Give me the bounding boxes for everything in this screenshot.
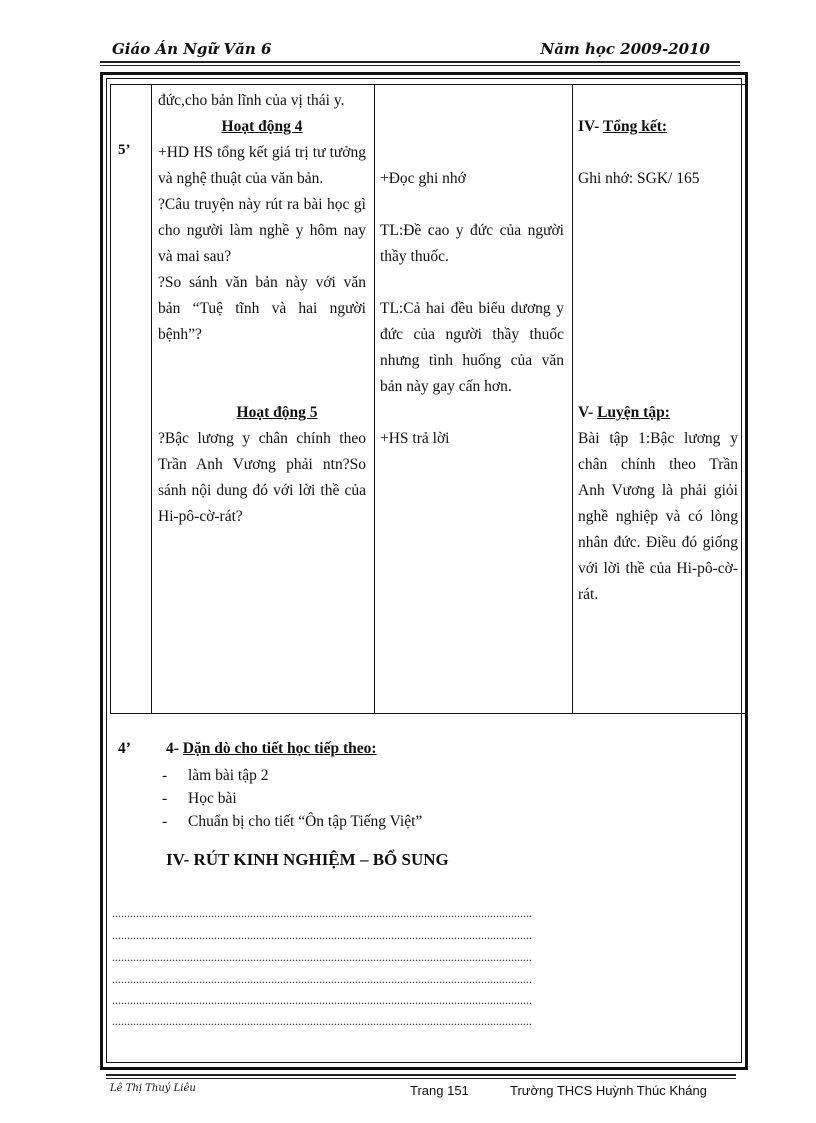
table-divider-3 bbox=[572, 84, 573, 714]
section-4-number: IV- bbox=[578, 118, 600, 135]
footer-rule-thick bbox=[106, 1074, 736, 1076]
section-5-number: V- bbox=[578, 404, 594, 421]
exercise-1-text: Bài tập 1:Bậc lương y chân chính theo Trần Anh Vương là phải giỏi nghề nghiệp và có lòng nhân đức. Điều đó giống với lời thề của Hi-pô-cờ-rát. bbox=[578, 430, 738, 603]
ghi-nho-ref: Ghi nhớ: SGK/ 165 bbox=[578, 170, 700, 187]
list-item: - Chuẩn bị cho tiết “Ôn tập Tiếng Việt” bbox=[162, 810, 422, 833]
col-student bbox=[380, 166, 564, 452]
homework-list bbox=[162, 764, 422, 833]
answer-3: TL:Cả hai đều biểu dương y đức của người thầy thuốc nhưng tình huống của văn bản này gay cấn hơn. bbox=[380, 300, 564, 395]
activity-4-title: Hoạt động 4 bbox=[221, 118, 303, 135]
continued-text: đức,cho bản lĩnh của vị thái y. bbox=[158, 92, 345, 109]
time-5min: 5’ bbox=[118, 142, 131, 158]
col-content bbox=[578, 114, 738, 608]
homework-number: 4- bbox=[166, 740, 179, 757]
col-teacher bbox=[158, 88, 366, 530]
dot-line: ............................................................................................................................................ bbox=[112, 1014, 532, 1028]
dot-line: ............................................................................................................................................ bbox=[112, 950, 532, 964]
header-year: Năm học 2009-2010 bbox=[540, 40, 710, 58]
answer-4: +HS trả lời bbox=[380, 430, 450, 447]
footer-author: Lê Thị Thuý Liêu bbox=[110, 1083, 196, 1094]
dot-line: ............................................................................................................................................ bbox=[112, 928, 532, 942]
homework-heading bbox=[166, 740, 377, 758]
activity-5-title: Hoạt động 5 bbox=[236, 404, 318, 421]
time-4min: 4’ bbox=[118, 740, 131, 757]
section-4-title: Tổng kết: bbox=[602, 118, 668, 135]
table-divider-1 bbox=[151, 84, 152, 714]
footer-school: Trường THCS Huỳnh Thúc Kháng bbox=[510, 1083, 707, 1098]
question-3: ?Bậc lương y chân chính theo Trần Anh Vương phải ntn?So sánh nội dung đó với lời thề của Hi-pô-cờ-rát? bbox=[158, 430, 366, 525]
table-divider-2 bbox=[374, 84, 375, 714]
answer-1: +Đọc ghi nhớ bbox=[380, 170, 466, 187]
section-4-heading bbox=[578, 114, 738, 140]
experience-title: IV- RÚT KINH NGHIỆM – BỔ SUNG bbox=[166, 850, 449, 869]
answer-2: TL:Đề cao y đức của người thầy thuốc. bbox=[380, 222, 564, 265]
footer-page: Trang 151 bbox=[410, 1083, 469, 1098]
section-5-title: Luyện tập: bbox=[597, 404, 670, 421]
header-subject: Giáo Án Ngữ Văn 6 bbox=[112, 40, 272, 58]
dot-line: ............................................................................................................................................ bbox=[112, 993, 532, 1007]
list-item: - Học bài bbox=[162, 787, 422, 810]
header-rule-thick bbox=[100, 61, 740, 63]
section-5-heading bbox=[578, 400, 738, 426]
footer-rule-thin bbox=[106, 1078, 736, 1079]
header-rule-thin bbox=[100, 65, 740, 66]
list-item: - làm bài tập 2 bbox=[162, 764, 422, 787]
dot-line: ............................................................................................................................................ bbox=[112, 906, 532, 920]
activity-4-text: +HD HS tổng kết giá trị tư tưởng và nghệ thuật của văn bản. bbox=[158, 144, 366, 187]
question-2: ?So sánh văn bản này với văn bản “Tuệ tĩnh và hai người bệnh”? bbox=[158, 274, 366, 343]
homework-title: Dặn dò cho tiết học tiếp theo: bbox=[182, 740, 377, 757]
dot-line: ............................................................................................................................................ bbox=[112, 972, 532, 986]
question-1: ?Câu truyện này rút ra bài học gì cho người làm nghề y hôm nay và mai sau? bbox=[158, 196, 366, 265]
